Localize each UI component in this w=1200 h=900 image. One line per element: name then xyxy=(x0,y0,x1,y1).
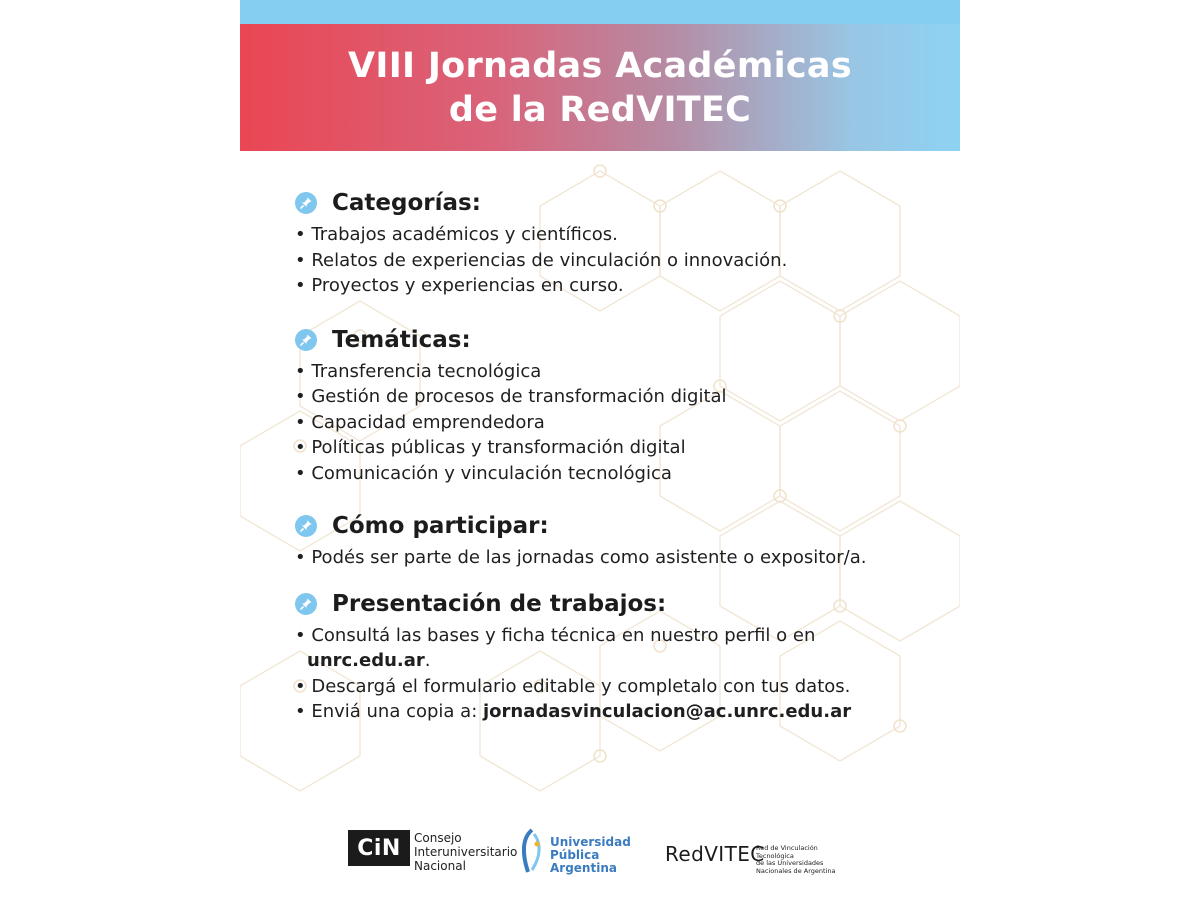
pin-icon xyxy=(295,593,317,615)
footer-logos xyxy=(240,820,960,890)
list-item: • Políticas públicas y transformación digital xyxy=(295,437,686,458)
top-color-strip xyxy=(240,0,960,24)
pin-icon xyxy=(295,515,317,537)
header-banner xyxy=(240,24,960,151)
section-title: Presentación de trabajos: xyxy=(332,590,667,617)
section-header xyxy=(295,587,935,621)
section-header xyxy=(295,186,935,220)
cin-line: Consejo xyxy=(414,831,462,845)
upa-line: Pública xyxy=(550,848,600,862)
email-prefix: • Enviá una copia a: xyxy=(295,701,483,722)
list-item: • Descargá el formulario editable y completalo con tus datos. xyxy=(295,675,851,697)
section-header xyxy=(295,509,935,543)
redvitec-sub-line: Nacionales de Argentina xyxy=(756,866,836,875)
list-item: • Transferencia tecnológica xyxy=(295,360,542,382)
section-categorias xyxy=(295,186,935,299)
redvitec-subtitle xyxy=(756,845,856,875)
cin-name xyxy=(414,831,517,873)
list-item-continuation xyxy=(295,648,935,674)
list-item: • Consultá las bases y ficha técnica en nuestro perfil o en xyxy=(295,624,816,646)
list-item: • Proyectos y experiencias en curso. xyxy=(295,275,624,296)
redvitec-sub-line: Red de Vinculación Tecnológica xyxy=(756,844,818,860)
list-item: • Capacidad emprendedora xyxy=(295,411,545,433)
period: . xyxy=(424,650,431,671)
pin-icon xyxy=(295,329,317,351)
list-item: • Comunicación y vinculación tecnológica xyxy=(295,462,672,484)
redvitec-logo: RedVITEC xyxy=(665,842,765,866)
upa-line: Universidad xyxy=(550,835,631,849)
section-presentacion-trabajos xyxy=(295,587,935,725)
list-item: • Podés ser parte de las jornadas como asistente o expositor/a. xyxy=(295,547,867,568)
section-tematicas xyxy=(295,323,935,487)
redvitec-sub-line: de las Universidades xyxy=(756,859,824,867)
page-title: VIII Jornadas Académicas de la RedVITEC xyxy=(347,45,852,130)
content xyxy=(295,186,935,725)
section-title: Cómo participar: xyxy=(332,513,549,539)
poster xyxy=(240,0,960,900)
website-link[interactable]: unrc.edu.ar xyxy=(307,650,425,671)
list-item xyxy=(295,699,935,725)
section-title: Categorías: xyxy=(332,190,481,216)
pin-icon xyxy=(295,192,317,214)
cin-logo: CiN xyxy=(348,830,410,866)
cin-line: Nacional xyxy=(414,859,466,873)
list-item: • Relatos de experiencias de vinculación o innovación. xyxy=(295,249,788,271)
section-como-participar xyxy=(295,509,935,571)
cin-line: Interuniversitario xyxy=(414,845,518,859)
list-item: • Trabajos académicos y científicos. xyxy=(295,224,618,245)
email-link[interactable]: jornadasvinculacion@ac.unrc.edu.ar xyxy=(483,701,852,722)
section-title: Temáticas: xyxy=(332,326,471,353)
section-header xyxy=(295,323,935,357)
upa-logo-mark xyxy=(518,826,546,878)
upa-line: Argentina xyxy=(550,861,617,875)
list-item: • Gestión de procesos de transformación digital xyxy=(295,386,727,407)
upa-name xyxy=(550,836,631,875)
